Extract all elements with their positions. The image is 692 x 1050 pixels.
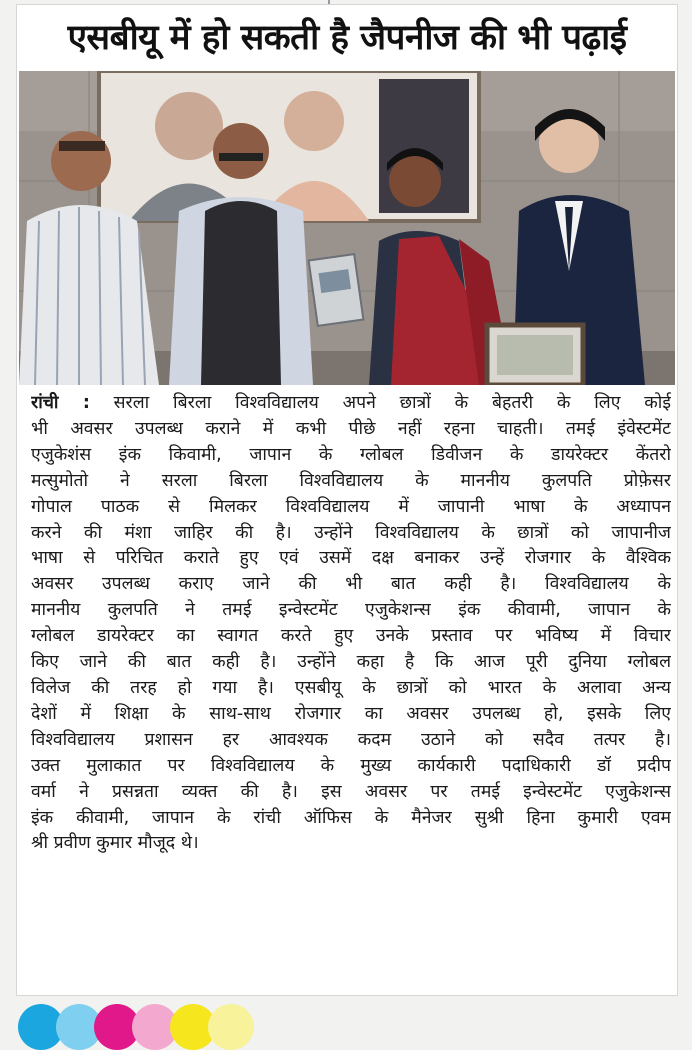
article-line: एजुकेशंस इंक किवामी, जापान के ग्लोबल डिवीजन के डायरेक्टर केंतरो [31,444,671,465]
article-line: श्री प्रवीण कुमार मौजूद थे। [31,833,199,854]
news-photo [19,71,675,385]
article-line: भी अवसर उपलब्ध कराने में कभी पीछे नहीं रहना चाहती। तमई इंवेस्टमेंट [31,418,671,439]
color-registration-swatches [18,1004,246,1024]
article-line: देशों में शिक्षा के साथ-साथ रोजगार का अवसर उपलब्ध हो, इसके लिए [31,703,671,724]
article-line: करने की मंशा जाहिर की है। उन्होंने विश्वविद्यालय के छात्रों को जापानीज [31,522,671,543]
article-line: मत्सुमोतो ने सरला बिरला विश्वविद्यालय के माननीय कुलपति प्रोफ़ेसर [31,470,671,491]
article-line: इंक कीवामी, जापान के रांची ऑफिस के मैनेजर सुश्री हिना कुमारी एवम [31,807,671,828]
newspaper-clipping [16,4,678,996]
article-line: किए जाने की बात कही है। उन्होंने कहा है कि आज पूरी दुनिया ग्लोबल [31,652,671,673]
article-body [31,391,671,857]
dateline: रांची : [31,393,90,413]
article-line [31,391,671,417]
article-line-text: सरला बिरला विश्वविद्यालय अपने छात्रों के बेहतरी के लिए कोई [89,393,671,413]
swatch [208,1004,254,1050]
article-line: विलेज की तरह हो गया है। एसबीयू के छात्रों को भारत के अलावा अन्य [31,677,671,698]
headline: एसबीयू में हो सकती है जैपनीज की भी पढ़ाई [67,17,627,58]
article-line: वर्मा ने प्रसन्नता व्यक्त की है। इस अवसर पर तमई इन्वेस्टमेंट एजुकेशन्स [31,781,671,802]
article-line: गोपाल पाठक से मिलकर विश्वविद्यालय में जापानी भाषा के अध्यापन [31,496,671,517]
article-line: माननीय कुलपति ने तमई इन्वेस्टमेंट एजुकेशन्स इंक कीवामी, जापान के [31,600,671,621]
photo-illustration [19,71,675,385]
article-line: भाषा से परिचित कराते हुए एवं उसमें दक्ष बनाकर उन्हें रोजगार के वैश्विक [31,548,671,569]
article-line: अवसर उपलब्ध कराए जाने की भी बात कही है। विश्वविद्यालय के [31,574,671,595]
article-line: ग्लोबल डायरेक्टर का स्वागत करते हुए उनके प्रस्ताव पर भविष्य में विचार [31,626,671,647]
article-line: उक्त मुलाकात पर विश्वविद्यालय के मुख्य कार्यकारी पदाधिकारी डॉ प्रदीप [31,755,671,776]
article-line: विश्वविद्यालय प्रशासन हर आवश्यक कदम उठाने को सदैव तत्पर है। [31,729,671,750]
